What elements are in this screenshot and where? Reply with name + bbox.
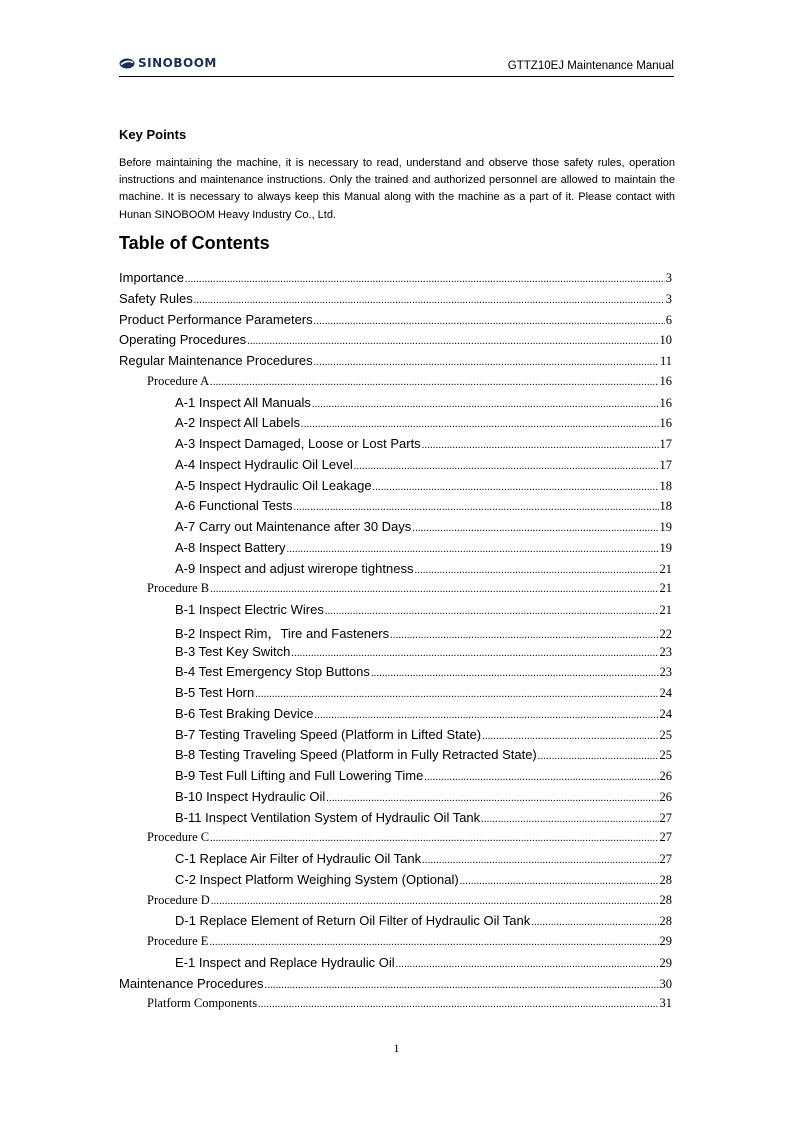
sinoboom-logo-icon	[119, 58, 135, 69]
toc-entry-page: 10	[659, 333, 672, 348]
toc-entry[interactable]	[175, 395, 672, 415]
toc-entry[interactable]	[175, 415, 672, 435]
toc-entry[interactable]	[147, 581, 672, 601]
toc-entry-title: B-6 Test Braking Device	[175, 705, 314, 721]
toc-entry[interactable]	[175, 457, 672, 477]
toc-entry-page: 27	[659, 810, 672, 825]
toc-entry-title: B-8 Testing Traveling Speed (Platform in Fully Retracted State)	[175, 747, 537, 763]
toc-dot-leader	[314, 316, 665, 327]
toc-dot-leader	[185, 274, 665, 285]
toc-entry-title: B-11 Inspect Ventilation System of Hydraulic Oil Tank	[175, 809, 481, 825]
toc-entry[interactable]	[119, 976, 672, 996]
toc-entry[interactable]	[175, 478, 672, 498]
toc-entry-page: 18	[659, 478, 672, 493]
toc-entry[interactable]	[175, 519, 672, 539]
toc-entry-page: 16	[659, 395, 672, 410]
toc-entry-title: A-9 Inspect and adjust wirerope tightness	[175, 560, 414, 576]
toc-entry-page: 29	[659, 955, 672, 970]
toc-entry[interactable]	[147, 893, 672, 913]
toc-dot-leader	[255, 689, 658, 700]
toc-entry-page: 3	[665, 291, 672, 306]
toc-entry[interactable]	[175, 727, 672, 747]
toc-dot-leader	[210, 584, 658, 595]
toc-entry-page: 17	[659, 457, 672, 472]
toc-dot-leader	[265, 980, 659, 991]
toc-entry-title: B-10 Inspect Hydraulic Oil	[175, 788, 326, 804]
toc-entry-title: A-2 Inspect All Labels	[175, 415, 301, 431]
toc-dot-leader	[314, 357, 659, 368]
toc-entry-page: 21	[659, 603, 672, 617]
toc-entry[interactable]	[175, 955, 672, 975]
toc-dot-leader	[481, 814, 658, 825]
toc-dot-leader	[371, 668, 659, 679]
toc-entry-page: 28	[659, 914, 672, 929]
toc-entry-title: B-2 Inspect Rim，Tire and Fasteners	[175, 625, 390, 641]
key-points-heading: Key Points	[119, 127, 187, 142]
toc-dot-leader	[301, 419, 658, 430]
toc-dot-leader	[460, 876, 659, 887]
toc-dot-leader	[390, 630, 658, 641]
toc-dot-leader	[373, 482, 659, 493]
toc-entry[interactable]	[175, 664, 672, 684]
toc-entry-page: 16	[659, 373, 672, 388]
toc-entry[interactable]	[175, 540, 672, 560]
toc-dot-leader	[210, 377, 658, 388]
toc-entry-title: A-3 Inspect Damaged, Loose or Lost Parts	[175, 436, 421, 451]
toc-entry-title: A-8 Inspect Battery	[175, 539, 286, 555]
toc-entry[interactable]	[147, 934, 672, 954]
toc-entry[interactable]	[175, 913, 672, 933]
toc-entry-page: 23	[659, 665, 672, 680]
toc-entry[interactable]	[175, 872, 672, 892]
brand-name: SINOBOOM	[138, 56, 217, 70]
toc-entry-page: 31	[659, 996, 672, 1011]
toc-entry-page: 27	[659, 830, 672, 845]
toc-entry-title: Importance	[119, 270, 185, 285]
toc-entry-page: 24	[659, 706, 672, 721]
toc-entry-title: B-5 Test Horn	[175, 685, 255, 700]
toc-dot-leader	[396, 959, 659, 970]
toc-entry-page: 24	[659, 686, 672, 700]
toc-entry-page: 27	[659, 852, 672, 866]
toc-entry-page: 6	[665, 312, 672, 327]
toc-dot-leader	[209, 937, 658, 948]
toc-entry[interactable]	[119, 332, 672, 352]
toc-dot-leader	[211, 896, 659, 907]
toc-entry[interactable]	[147, 830, 672, 850]
toc-dot-leader	[258, 999, 658, 1010]
page-number: 1	[393, 1041, 400, 1055]
toc-dot-leader	[291, 648, 658, 659]
toc-entry-page: 21	[659, 561, 672, 576]
header-divider	[119, 76, 674, 77]
toc-dot-leader	[210, 833, 658, 844]
toc-dot-leader	[538, 751, 659, 762]
toc-entry[interactable]	[175, 768, 672, 788]
toc-entry-title: Platform Components	[147, 996, 258, 1011]
toc-entry-title: Procedure C	[147, 830, 210, 845]
toc-entry-title: Regular Maintenance Procedures	[119, 353, 313, 368]
toc-entry-title: A-5 Inspect Hydraulic Oil Leakage	[175, 477, 372, 493]
toc-entry[interactable]	[119, 312, 672, 332]
toc-entry[interactable]	[119, 270, 672, 290]
toc-entry[interactable]	[119, 353, 672, 373]
toc-entry-title: B-7 Testing Traveling Speed (Platform in Lifted State)	[175, 726, 482, 742]
toc-entry-title: B-9 Test Full Lifting and Full Lowering Time	[175, 768, 424, 783]
toc-dot-leader	[482, 731, 658, 742]
toc-entry-page: 19	[659, 540, 672, 555]
toc-entry-title: Procedure E	[147, 934, 209, 948]
toc-dot-leader	[412, 523, 658, 534]
toc-entry[interactable]	[175, 644, 672, 664]
toc-entry-title: Procedure A	[147, 373, 210, 388]
toc-entry-page: 11	[659, 354, 672, 368]
toc-entry[interactable]	[175, 706, 672, 726]
toc-entry-title: D-1 Replace Element of Return Oil Filter of Hydraulic Oil Tank	[175, 913, 531, 929]
toc-entry-page: 3	[665, 271, 672, 285]
toc-entry-title: Procedure B	[147, 581, 210, 596]
toc-entry-page: 18	[659, 499, 672, 514]
toc-entry-page: 29	[659, 934, 672, 948]
toc-entry[interactable]	[175, 851, 672, 871]
toc-entry-title: A-7 Carry out Maintenance after 30 Days	[175, 519, 412, 534]
toc-entry[interactable]	[175, 747, 672, 767]
toc-dot-leader	[414, 565, 658, 576]
toc-dot-leader	[354, 461, 659, 472]
toc-entry-page: 25	[659, 727, 672, 742]
toc-entry-title: C-1 Replace Air Filter of Hydraulic Oil Tank	[175, 851, 422, 866]
toc-dot-leader	[287, 544, 659, 555]
toc-entry[interactable]	[175, 810, 672, 830]
toc-dot-leader	[294, 502, 659, 513]
toc-dot-leader	[315, 710, 659, 721]
toc-dot-leader	[325, 606, 659, 617]
toc-entry[interactable]	[119, 291, 672, 311]
toc-dot-leader	[312, 399, 659, 410]
toc-entry-title: B-1 Inspect Electric Wires	[175, 602, 324, 617]
toc-entry-page: 26	[659, 789, 672, 804]
toc-entry-page: 23	[659, 644, 672, 659]
toc-entry[interactable]	[175, 789, 672, 809]
toc-entry-title: Procedure D	[147, 892, 210, 907]
toc-dot-leader	[424, 772, 658, 783]
page-header	[119, 52, 674, 78]
toc-entry-title: Maintenance Procedures	[119, 975, 264, 991]
document-title: GTTZ10EJ Maintenance Manual	[507, 60, 674, 72]
toc-entry-page: 17	[659, 437, 672, 451]
toc-entry-title: A-6 Functional Tests	[175, 498, 293, 514]
toc-entry-title: B-4 Test Emergency Stop Buttons	[175, 664, 370, 680]
toc-entry-page: 25	[659, 748, 672, 763]
toc-entry-page: 30	[659, 976, 672, 991]
toc-entry[interactable]	[147, 374, 672, 394]
toc-dot-leader	[531, 917, 658, 928]
toc-entry-title: A-1 Inspect All Manuals	[175, 394, 311, 410]
toc-entry[interactable]	[175, 602, 672, 622]
key-points-paragraph: Before maintaining the machine, it is necessary to read, understand and observe those safety rules, operation instructions and maintenance instructions. Only the trained and authorized personnel are allowed to maintain the machine. It is necessary to always keep this Manual along with the machine as a part of it. Please contact with Hunan SINOBOOM Heavy Industry Co., Ltd.	[119, 157, 675, 221]
toc-entry-title: A-4 Inspect Hydraulic Oil Level	[175, 456, 353, 472]
toc-entry-page: 16	[659, 416, 672, 431]
toc-dot-leader	[326, 793, 658, 804]
toc-entry-title: E-1 Inspect and Replace Hydraulic Oil	[175, 954, 395, 970]
toc-entry-page: 21	[659, 581, 672, 596]
toc-entry-page: 26	[659, 769, 672, 783]
toc-entry[interactable]	[175, 685, 672, 705]
toc-entry[interactable]	[175, 498, 672, 518]
toc-entry[interactable]	[175, 436, 672, 456]
toc-entry-title: Product Performance Parameters	[119, 311, 313, 327]
toc-dot-leader	[247, 336, 658, 347]
toc-entry-page: 19	[659, 520, 672, 534]
toc-entry-page: 22	[659, 626, 672, 641]
toc-entry[interactable]	[147, 996, 672, 1016]
toc-dot-leader	[422, 440, 659, 451]
toc-entry-title: Safety Rules	[119, 290, 193, 306]
toc-entry-title: Operating Procedures	[119, 332, 247, 348]
toc-entry[interactable]	[175, 623, 672, 643]
sinoboom-logo	[119, 56, 217, 70]
toc-heading: Table of Contents	[119, 233, 270, 253]
toc-entry-page: 28	[659, 872, 672, 887]
toc-dot-leader	[422, 855, 658, 866]
toc-entry-title: B-3 Test Key Switch	[175, 643, 291, 659]
toc-entry[interactable]	[175, 561, 672, 581]
toc-entry-page: 28	[659, 892, 672, 907]
toc-dot-leader	[194, 295, 665, 306]
toc-entry-title: C-2 Inspect Platform Weighing System (Optional)	[175, 871, 459, 887]
